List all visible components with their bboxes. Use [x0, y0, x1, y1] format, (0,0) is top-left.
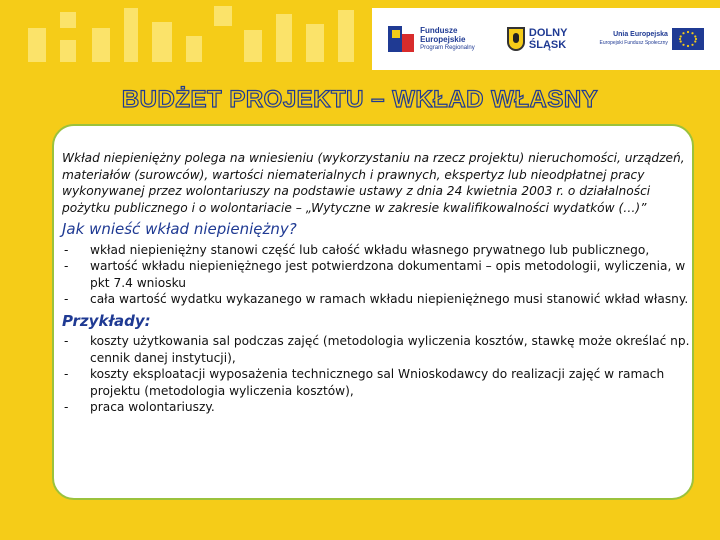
content-text: [62, 150, 692, 416]
list-item: - wkład niepieniężny stanowi część lub całość wkładu własnego prywatnego lub publicznego,: [64, 242, 650, 257]
eu-flag-icon: [672, 28, 704, 50]
decorative-square: [124, 8, 138, 62]
section-heading-how: Jak wnieść wkład niepieniężny?: [62, 220, 297, 238]
page-title: BUDŻET PROJEKTU – WKŁAD WŁASNY: [121, 86, 599, 113]
decorative-square: [60, 40, 76, 62]
examples-list: [62, 333, 692, 416]
ds-logo-line1: DOLNY: [528, 27, 568, 39]
dolny-slask-logo: [507, 27, 568, 51]
ue-logo-line2: Europejski Fundusz Społeczny: [599, 40, 668, 46]
unia-europejska-logo: [600, 28, 704, 50]
dash-bullet: -: [64, 334, 69, 348]
fundusze-europejskie-logo: [388, 24, 475, 54]
ds-logo-line2: ŚLĄSK: [528, 39, 567, 51]
fe-logo-line2: Europejskie: [420, 34, 466, 44]
decorative-square: [28, 28, 46, 62]
list-item: - cała wartość wydatku wykazanego w ramach wkładu niepieniężnego musi stanowić wkład własny.: [64, 292, 689, 306]
fe-logo-line3: Program Regionalny: [420, 44, 475, 51]
list-item: - koszty eksploatacji wyposażenia technicznego sal Wnioskodawcy do realizacji zajęć w ramach projektu (metodologia wyliczenia kosztów),: [64, 367, 665, 398]
dash-bullet: -: [64, 292, 69, 306]
decorative-square: [152, 22, 172, 62]
decorative-square: [338, 10, 354, 62]
coat-of-arms-icon: [507, 27, 525, 51]
decorative-square: [306, 24, 324, 62]
decorative-square: [244, 30, 262, 62]
decorative-square: [276, 14, 292, 62]
bottom-bar: [0, 522, 720, 540]
dash-bullet: -: [64, 400, 69, 414]
decorative-square: [214, 6, 232, 26]
logo-strip: [372, 8, 720, 70]
decorative-square: [60, 12, 76, 28]
intro-paragraph: Wkład niepieniężny polega na wniesieniu (wykorzystaniu na rzecz projektu) nieruchomości, urządzeń, materiałów (surowców), wartości niematerialnych i prawnych, ekspertyz lub nieodpłatnej pracy wykonywanej przez wolontariuszy na podstawie ustawy z dnia 24 kwietnia 2003 r. o działalności pożytku publicznego i o wolontariacie – „Wytyczne w zakresie kwalifikowalności wydatków (…)”: [62, 151, 685, 215]
how-list: [62, 242, 692, 308]
ue-logo-line1: Unia Europejska: [613, 31, 668, 38]
list-item: - wartość wkładu niepieniężnego jest potwierdzona dokumentami – opis metodologii, wyliczenia, w pkt 7.4 wniosku: [64, 259, 686, 290]
list-item: - praca wolontariuszy.: [64, 400, 215, 414]
decorative-square: [186, 36, 202, 62]
decorative-square: [92, 28, 110, 62]
list-item: - koszty użytkowania sal podczas zajęć (metodologia wyliczenia kosztów, stawkę może określać np. cennik danej instytucji),: [64, 334, 690, 365]
fe-logo-line1: Fundusze: [420, 25, 458, 35]
dash-bullet: -: [64, 367, 69, 381]
dash-bullet: -: [64, 242, 69, 257]
dash-bullet: -: [64, 259, 69, 273]
section-heading-examples: Przykłady:: [62, 311, 151, 330]
fe-logo-icon: [388, 24, 416, 54]
